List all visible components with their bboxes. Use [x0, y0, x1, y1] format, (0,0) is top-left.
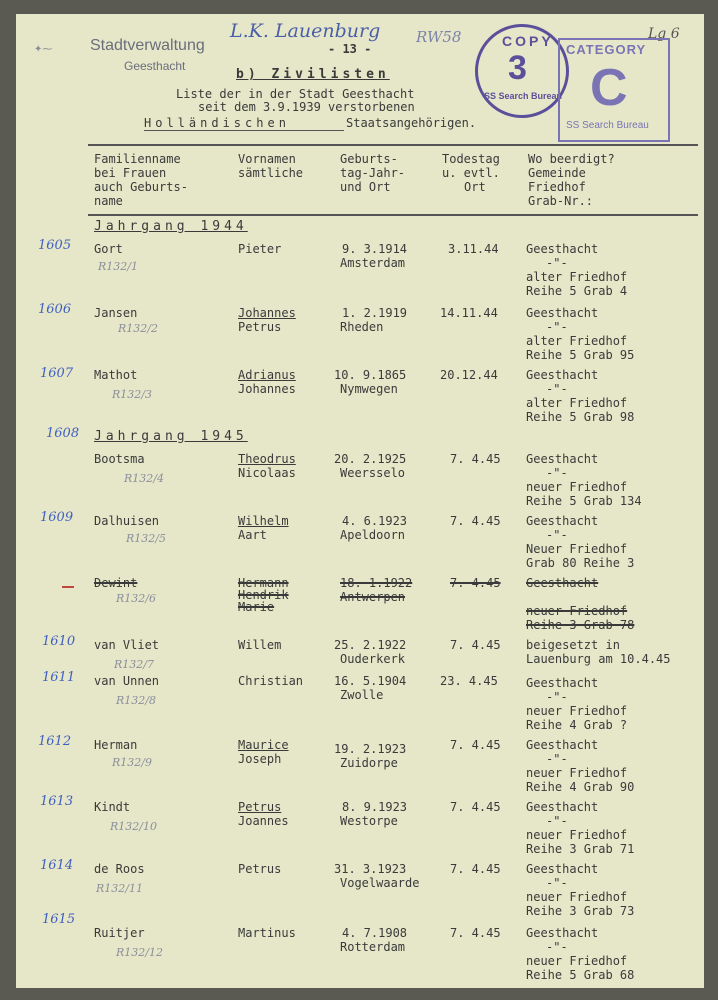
birth-date: 4. 7.1908	[342, 926, 408, 940]
burial-ditto: -"-	[546, 876, 568, 890]
burial-cemetery: alter Friedhof	[526, 396, 628, 410]
burial-town: Geesthacht	[526, 514, 599, 528]
burial-grave: Reihe 3 Grab 78	[526, 618, 635, 632]
birth-date: 8. 9.1923	[342, 800, 408, 814]
birth-place: Rheden	[340, 320, 384, 334]
death-date: 23. 4.45	[440, 674, 498, 688]
burial-ditto: -"-	[546, 940, 568, 954]
death-date: 7. 4.45	[450, 800, 501, 814]
reference-note: R132/4	[124, 472, 164, 485]
letterhead-office: Stadtverwaltung	[90, 37, 205, 54]
birth-date: 18. 1.1922	[340, 576, 413, 590]
birth-place: Amsterdam	[340, 256, 406, 270]
surname: Jansen	[94, 306, 138, 320]
birth-place: Nymwegen	[340, 382, 398, 396]
burial-ditto: -"-	[546, 466, 568, 480]
death-date: 7. 4.45	[450, 638, 501, 652]
first-name: Adrianus	[238, 368, 296, 382]
reference-note: R132/11	[96, 882, 143, 895]
death-date: 3.11.44	[448, 242, 499, 256]
first-name: Pieter	[238, 242, 282, 256]
burial-grave: Grab 80 Reihe 3	[526, 556, 635, 570]
first-name: Johannes	[238, 306, 296, 320]
birth-date: 31. 3.1923	[334, 862, 407, 876]
surname: Bootsma	[94, 452, 145, 466]
surname: Mathot	[94, 368, 138, 382]
burial-cemetery: neuer Friedhof	[526, 828, 628, 842]
year-header-1944: Jahrgang 1944	[94, 219, 248, 234]
birth-place: Antwerpen	[340, 590, 406, 604]
burial-cemetery: neuer Friedhof	[526, 704, 628, 718]
birth-place: Rotterdam	[340, 940, 406, 954]
surname: Herman	[94, 738, 138, 752]
first-name-2: Johannes	[238, 382, 296, 396]
surname: van Vliet	[94, 638, 160, 652]
burial-town: Geesthacht	[526, 368, 599, 382]
burial-cemetery: alter Friedhof	[526, 334, 628, 348]
first-name-2: Aart	[238, 528, 267, 542]
burial-town: Geesthacht	[526, 926, 599, 940]
row-marker: 1607	[40, 366, 74, 381]
row-marker: 1605	[38, 238, 72, 253]
row-marker: 1614	[40, 858, 74, 873]
birth-place: Vogelwaarde	[340, 876, 420, 890]
first-name: Petrus	[238, 800, 282, 814]
death-date: 7. 4.45	[450, 926, 501, 940]
burial-cemetery: neuer Friedhof	[526, 604, 628, 618]
burial-grave: Reihe 3 Grab 73	[526, 904, 635, 918]
burial-town: Geesthacht	[526, 576, 599, 590]
birth-place: Zwolle	[340, 688, 384, 702]
col-header-birth: Geburts- tag-Jahr- und Ort	[340, 152, 406, 194]
first-name: Christian	[238, 674, 304, 688]
burial-grave: Reihe 5 Grab 95	[526, 348, 635, 362]
reference-note: R132/8	[116, 694, 156, 707]
surname: van Unnen	[94, 674, 160, 688]
death-date: 7. 4.45	[450, 452, 501, 466]
first-name: Theodrus	[238, 452, 296, 466]
burial-grave: Reihe 4 Grab ?	[526, 718, 628, 732]
burial-grave: Reihe 5 Grab 98	[526, 410, 635, 424]
burial-ditto: -"-	[546, 690, 568, 704]
reference-note: R132/9	[112, 756, 152, 769]
birth-place: Zuidorpe	[340, 756, 398, 770]
first-name: Maurice	[238, 738, 289, 752]
burial-cemetery: neuer Friedhof	[526, 890, 628, 904]
reference-note: R132/3	[112, 388, 152, 401]
surname: Dalhuisen	[94, 514, 160, 528]
row-marker: 1611	[42, 670, 76, 685]
first-name-2: Joseph	[238, 752, 282, 766]
burial-ditto: -"-	[546, 256, 568, 270]
first-name: Hermann	[238, 576, 289, 590]
death-date: 7. 4.45	[450, 738, 501, 752]
burial-grave: Reihe 4 Grab 90	[526, 780, 635, 794]
death-date: 7. 4.45	[450, 862, 501, 876]
copy-stamp	[475, 24, 569, 118]
heading-line-1: Liste der in der Stadt Geesthacht	[176, 87, 415, 101]
death-date: 7. 4.45	[450, 576, 501, 590]
death-date: 7. 4.45	[450, 514, 501, 528]
row-marker: 1610	[42, 634, 76, 649]
burial-cemetery: alter Friedhof	[526, 270, 628, 284]
category-stamp-label: CATEGORY	[566, 42, 647, 57]
burial-ditto: -"-	[546, 320, 568, 334]
reference-note: R132/5	[126, 532, 166, 545]
handwritten-ref: RW58	[416, 28, 462, 46]
burial-town: Geesthacht	[526, 800, 599, 814]
burial-note-2: Lauenburg am 10.4.45	[526, 652, 671, 666]
row-marker: 1615	[42, 912, 76, 927]
reference-note: R132/12	[116, 946, 163, 959]
copy-stamp-number: 3	[508, 49, 527, 87]
burial-cemetery: neuer Friedhof	[526, 954, 628, 968]
birth-date: 10. 9.1865	[334, 368, 407, 382]
birth-date: 1. 2.1919	[342, 306, 408, 320]
section-title: b) Zivilisten	[236, 67, 390, 82]
surname: Kindt	[94, 800, 131, 814]
emblem: ✦⁓	[34, 44, 53, 55]
birth-date: 25. 2.1922	[334, 638, 407, 652]
burial-ditto: -"-	[546, 752, 568, 766]
first-name-3: Marie	[238, 600, 275, 614]
surname: de Roos	[94, 862, 145, 876]
burial-grave: Reihe 5 Grab 68	[526, 968, 635, 982]
burial-town: Geesthacht	[526, 452, 599, 466]
burial-town: Geesthacht	[526, 306, 599, 320]
col-header-death: Todestag u. evtl. Ort	[442, 152, 500, 194]
first-name: Wilhelm	[238, 514, 289, 528]
first-name-2: Hendrik	[238, 588, 289, 602]
burial-cemetery: neuer Friedhof	[526, 766, 628, 780]
page-number: - 13 -	[328, 42, 372, 56]
birth-date: 20. 2.1925	[334, 452, 407, 466]
surname: Gort	[94, 242, 123, 256]
burial-ditto: -"-	[546, 382, 568, 396]
copy-stamp-label: COPY	[502, 33, 554, 49]
first-name: Petrus	[238, 862, 282, 876]
reference-note: R132/7	[114, 658, 154, 671]
category-stamp	[558, 38, 670, 142]
birth-date: 9. 3.1914	[342, 242, 408, 256]
document-page	[16, 14, 704, 988]
year-header-1945: Jahrgang 1945	[94, 429, 248, 444]
first-name-2: Petrus	[238, 320, 282, 334]
col-header-burial: Wo beerdigt? Gemeinde Friedhof Grab-Nr.:	[528, 152, 615, 208]
first-name: Martinus	[238, 926, 296, 940]
heading-line-2: seit dem 3.9.1939 verstorbenen	[198, 100, 415, 114]
burial-town: Geesthacht	[526, 676, 599, 690]
reference-note: R132/1	[98, 260, 138, 273]
birth-place: Apeldoorn	[340, 528, 406, 542]
heading-nationality: Holländischen	[144, 116, 290, 130]
row-marker: 1606	[38, 302, 72, 317]
first-name: Willem	[238, 638, 282, 652]
handwritten-corner: Lg 6	[648, 26, 680, 42]
first-name-2: Joannes	[238, 814, 289, 828]
burial-grave: Reihe 5 Grab 134	[526, 494, 642, 508]
copy-stamp-bureau: SS Search Bureau	[484, 91, 563, 101]
handwritten-district: L.K. Lauenburg	[230, 20, 381, 42]
row-marker: 1612	[38, 734, 72, 749]
reference-note: R132/6	[116, 592, 156, 605]
row-marker: 1613	[40, 794, 74, 809]
burial-cemetery: Neuer Friedhof	[526, 542, 628, 556]
col-header-surname: Familienname bei Frauen auch Geburts- name	[94, 152, 188, 208]
letterhead-city: Geesthacht	[124, 59, 186, 73]
burial-ditto: -"-	[546, 528, 568, 542]
burial-town: Geesthacht	[526, 862, 599, 876]
death-date: 14.11.44	[440, 306, 498, 320]
burial-cemetery: neuer Friedhof	[526, 480, 628, 494]
surname: Dewint	[94, 576, 138, 590]
burial-note: beigesetzt in	[526, 638, 620, 652]
burial-town: Geesthacht	[526, 242, 599, 256]
category-stamp-letter: C	[590, 59, 628, 117]
burial-town: Geesthacht	[526, 738, 599, 752]
row-marker: 1608	[46, 426, 80, 441]
col-header-firstnames: Vornamen sämtliche	[238, 152, 304, 180]
burial-grave: Reihe 3 Grab 71	[526, 842, 635, 856]
category-stamp-bureau: SS Search Bureau	[566, 120, 649, 131]
birth-place: Westorpe	[340, 814, 398, 828]
birth-place: Ouderkerk	[340, 652, 406, 666]
reference-note: R132/10	[110, 820, 157, 833]
burial-grave: Reihe 5 Grab 4	[526, 284, 628, 298]
death-date: 20.12.44	[440, 368, 498, 382]
first-name-2: Nicolaas	[238, 466, 296, 480]
reference-note: R132/2	[118, 322, 158, 335]
birth-place: Weersselo	[340, 466, 406, 480]
birth-date: 19. 2.1923	[334, 742, 407, 756]
row-marker: 1609	[40, 510, 74, 525]
burial-ditto: -"-	[546, 814, 568, 828]
surname: Ruitjer	[94, 926, 145, 940]
birth-date: 16. 5.1904	[334, 674, 407, 688]
birth-date: 4. 6.1923	[342, 514, 408, 528]
heading-line-3: Staatsangehörigen.	[346, 116, 477, 130]
